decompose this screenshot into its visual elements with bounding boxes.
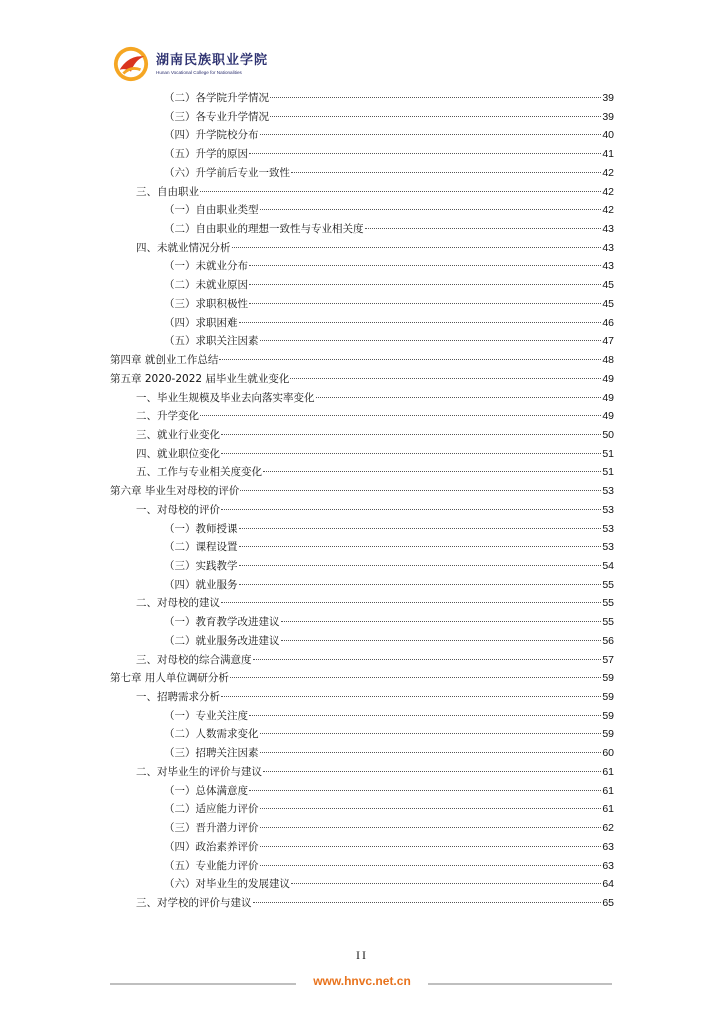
toc-entry[interactable] bbox=[164, 838, 614, 856]
toc-entry[interactable] bbox=[164, 126, 614, 144]
toc-entry-page: 42 bbox=[602, 185, 614, 198]
toc-dot-leader bbox=[249, 264, 601, 266]
toc-entry-title: 一、对母校的评价 bbox=[136, 503, 220, 516]
toc-entry[interactable] bbox=[110, 370, 614, 388]
toc-entry[interactable] bbox=[164, 557, 614, 575]
toc-dot-leader bbox=[221, 452, 601, 454]
toc-entry-page: 51 bbox=[602, 447, 614, 460]
toc-dot-leader bbox=[260, 339, 602, 341]
toc-entry-title: （二）自由职业的理想一致性与专业相关度 bbox=[164, 223, 364, 236]
toc-entry[interactable] bbox=[164, 744, 614, 762]
toc-entry-page: 61 bbox=[602, 784, 614, 797]
toc-dot-leader bbox=[291, 882, 601, 884]
toc-entry[interactable] bbox=[136, 501, 614, 519]
toc-entry-page: 55 bbox=[602, 616, 614, 629]
toc-dot-leader bbox=[240, 489, 601, 491]
toc-entry-page: 43 bbox=[602, 223, 614, 236]
toc-dot-leader bbox=[263, 470, 601, 472]
toc-entry-page: 42 bbox=[602, 166, 614, 179]
toc-dot-leader bbox=[263, 770, 601, 772]
toc-entry-page: 53 bbox=[602, 522, 614, 535]
toc-entry[interactable] bbox=[164, 857, 614, 875]
toc-entry-title: （一）自由职业类型 bbox=[164, 204, 259, 217]
toc-dot-leader bbox=[239, 321, 602, 323]
toc-entry-page: 42 bbox=[602, 204, 614, 217]
toc-entry-title: （四）就业服务 bbox=[164, 578, 238, 591]
toc-entry-title: （三）求职积极性 bbox=[164, 297, 248, 310]
toc-dot-leader bbox=[291, 171, 601, 173]
toc-entry-title: （二）课程设置 bbox=[164, 541, 238, 554]
toc-dot-leader bbox=[253, 901, 602, 903]
toc-entry-title: （三）各专业升学情况 bbox=[164, 110, 269, 123]
toc-entry-title: 三、对学校的评价与建议 bbox=[136, 896, 252, 909]
toc-entry[interactable] bbox=[136, 688, 614, 706]
toc-entry-title: （二）适应能力评价 bbox=[164, 803, 259, 816]
toc-entry[interactable] bbox=[164, 632, 614, 650]
toc-entry-title: 一、招聘需求分析 bbox=[136, 691, 220, 704]
toc-entry[interactable] bbox=[136, 407, 614, 425]
toc-entry-title: 四、就业职位变化 bbox=[136, 447, 220, 460]
toc-dot-leader bbox=[200, 414, 601, 416]
toc-entry-title: （三）晋升潜力评价 bbox=[164, 822, 259, 835]
toc-entry-page: 65 bbox=[602, 896, 614, 909]
toc-dot-leader bbox=[290, 377, 601, 379]
toc-dot-leader bbox=[260, 133, 602, 135]
toc-dot-leader bbox=[219, 358, 601, 360]
toc-entry-page: 49 bbox=[602, 372, 614, 385]
toc-entry[interactable] bbox=[164, 613, 614, 631]
toc-entry[interactable] bbox=[136, 463, 614, 481]
footer-divider-right bbox=[428, 983, 612, 985]
toc-entry-title: （五）升学的原因 bbox=[164, 148, 248, 161]
toc-dot-leader bbox=[365, 227, 602, 229]
toc-entry[interactable] bbox=[110, 351, 614, 369]
toc-entry-page: 40 bbox=[602, 129, 614, 142]
toc-entry-page: 45 bbox=[602, 297, 614, 310]
toc-dot-leader bbox=[249, 714, 601, 716]
toc-entry-title: （一）未就业分布 bbox=[164, 260, 248, 273]
page-number: II bbox=[356, 948, 368, 962]
toc-entry-page: 62 bbox=[602, 822, 614, 835]
toc-dot-leader bbox=[239, 583, 602, 585]
toc-entry-page: 53 bbox=[602, 485, 614, 498]
toc-entry-title: （一）专业关注度 bbox=[164, 709, 248, 722]
toc-entry[interactable] bbox=[164, 257, 614, 275]
toc-entry[interactable] bbox=[164, 314, 614, 332]
toc-entry-title: （一）总体满意度 bbox=[164, 784, 248, 797]
toc-entry-page: 59 bbox=[602, 728, 614, 741]
toc-entry-title: （二）人数需求变化 bbox=[164, 728, 259, 741]
toc-entry-title: （五）专业能力评价 bbox=[164, 859, 259, 872]
toc-dot-leader bbox=[239, 527, 602, 529]
toc-entry-title: 第五章 2020-2022 届毕业生就业变化 bbox=[110, 372, 290, 385]
toc-entry-page: 59 bbox=[602, 672, 614, 685]
toc-entry-page: 51 bbox=[602, 466, 614, 479]
toc-entry[interactable] bbox=[136, 894, 614, 912]
toc-dot-leader bbox=[260, 864, 602, 866]
toc-entry-page: 50 bbox=[602, 428, 614, 441]
toc-entry-title: （三）实践教学 bbox=[164, 560, 238, 572]
toc-entry-page: 45 bbox=[602, 279, 614, 292]
toc-entry-page: 59 bbox=[602, 691, 614, 704]
toc-entry[interactable] bbox=[136, 651, 614, 669]
toc-entry-title: 三、自由职业 bbox=[136, 185, 199, 198]
toc-entry-title: （三）招聘关注因素 bbox=[164, 747, 259, 760]
toc-entry-page: 39 bbox=[602, 92, 614, 104]
toc-entry-page: 63 bbox=[602, 840, 614, 853]
toc-dot-leader bbox=[281, 639, 602, 641]
toc-entry-title: 三、就业行业变化 bbox=[136, 428, 220, 441]
toc-entry-title: 二、对母校的建议 bbox=[136, 597, 220, 610]
toc-entry[interactable] bbox=[164, 276, 614, 294]
toc-entry[interactable] bbox=[164, 332, 614, 350]
toc-entry-title: （一）教育教学改进建议 bbox=[164, 616, 280, 629]
toc-entry-page: 55 bbox=[602, 578, 614, 591]
toc-entry-page: 59 bbox=[602, 709, 614, 722]
toc-entry[interactable] bbox=[110, 669, 614, 687]
toc-entry[interactable] bbox=[164, 782, 614, 800]
toc-entry[interactable] bbox=[164, 800, 614, 818]
toc-entry-page: 64 bbox=[602, 878, 614, 891]
toc-entry[interactable] bbox=[164, 576, 614, 594]
toc-dot-leader bbox=[230, 676, 601, 678]
toc-entry-page: 63 bbox=[602, 859, 614, 872]
toc-entry-page: 47 bbox=[602, 335, 614, 348]
toc-entry-page: 60 bbox=[602, 747, 614, 760]
toc-entry-title: 一、毕业生规模及毕业去向落实率变化 bbox=[136, 391, 315, 404]
toc-entry-title: （一）教师授课 bbox=[164, 522, 238, 535]
toc-entry-page: 46 bbox=[602, 316, 614, 329]
toc-dot-leader bbox=[270, 96, 601, 98]
toc-entry-title: （四）求职困难 bbox=[164, 316, 238, 329]
toc-entry-title: （二）未就业原因 bbox=[164, 279, 248, 292]
toc-entry-page: 53 bbox=[602, 541, 614, 554]
toc-entry-page: 54 bbox=[602, 560, 614, 572]
toc-dot-leader bbox=[260, 826, 602, 828]
toc-entry-page: 39 bbox=[602, 110, 614, 123]
toc-entry-page: 49 bbox=[602, 410, 614, 423]
toc-dot-leader bbox=[260, 208, 602, 210]
toc-entry-title: （二）就业服务改进建议 bbox=[164, 634, 280, 647]
toc-entry[interactable] bbox=[110, 482, 614, 500]
toc-entry-page: 55 bbox=[602, 597, 614, 610]
toc-dot-leader bbox=[260, 807, 602, 809]
toc-entry[interactable] bbox=[136, 426, 614, 444]
toc-entry-page: 49 bbox=[602, 391, 614, 404]
toc-dot-leader bbox=[232, 246, 602, 248]
toc-entry-title: （五）求职关注因素 bbox=[164, 335, 259, 348]
toc-entry-page: 56 bbox=[602, 634, 614, 647]
toc-dot-leader bbox=[221, 433, 601, 435]
toc-dot-leader bbox=[281, 620, 602, 622]
toc-entry[interactable] bbox=[164, 164, 614, 182]
toc-entry-title: 三、对母校的综合满意度 bbox=[136, 653, 252, 666]
toc-dot-leader bbox=[200, 190, 601, 192]
toc-entry[interactable] bbox=[164, 220, 614, 238]
toc-entry-title: 五、工作与专业相关度变化 bbox=[136, 466, 262, 479]
toc-entry-page: 53 bbox=[602, 503, 614, 516]
toc-entry-page: 43 bbox=[602, 241, 614, 254]
toc-entry[interactable] bbox=[164, 295, 614, 313]
toc-dot-leader bbox=[239, 545, 602, 547]
school-name: 湖南民族职业学院 bbox=[156, 52, 269, 68]
toc-dot-leader bbox=[249, 789, 601, 791]
toc-entry-page: 43 bbox=[602, 260, 614, 273]
toc-dot-leader bbox=[253, 658, 602, 660]
toc-dot-leader bbox=[221, 601, 601, 603]
toc-entry[interactable] bbox=[164, 875, 614, 893]
toc-entry[interactable] bbox=[136, 763, 614, 781]
toc-entry[interactable] bbox=[136, 445, 614, 463]
toc-entry[interactable] bbox=[164, 538, 614, 556]
toc-dot-leader bbox=[221, 508, 601, 510]
toc-entry[interactable] bbox=[164, 725, 614, 743]
college-emblem-icon bbox=[112, 45, 150, 83]
footer-divider-left bbox=[110, 983, 296, 985]
toc-entry[interactable] bbox=[164, 819, 614, 837]
toc-entry-title: （六）升学前后专业一致性 bbox=[164, 166, 290, 179]
toc-entry[interactable] bbox=[136, 594, 614, 612]
toc-entry-page: 61 bbox=[602, 765, 614, 778]
toc-dot-leader bbox=[316, 396, 602, 398]
toc-entry-title: 四、未就业情况分析 bbox=[136, 241, 231, 254]
toc-dot-leader bbox=[249, 302, 601, 304]
toc-dot-leader bbox=[270, 115, 601, 117]
toc-entry[interactable] bbox=[164, 108, 614, 126]
toc-entry-title: 二、升学变化 bbox=[136, 410, 199, 423]
toc-dot-leader bbox=[221, 695, 601, 697]
toc-entry[interactable] bbox=[164, 520, 614, 538]
toc-entry[interactable] bbox=[164, 145, 614, 163]
toc-entry-title: 二、对毕业生的评价与建议 bbox=[136, 765, 262, 778]
toc-entry-title: （六）对毕业生的发展建议 bbox=[164, 878, 290, 891]
footer-url[interactable]: www.hnvc.net.cn bbox=[313, 974, 411, 988]
toc-dot-leader bbox=[260, 751, 602, 753]
toc-dot-leader bbox=[260, 732, 602, 734]
toc-entry-title: （二）各学院升学情况 bbox=[164, 92, 269, 104]
toc-entry-title: 第六章 毕业生对母校的评价 bbox=[110, 485, 240, 498]
toc-entry[interactable] bbox=[164, 707, 614, 725]
toc-entry[interactable] bbox=[136, 183, 614, 201]
toc-entry[interactable] bbox=[136, 239, 614, 257]
toc-dot-leader bbox=[249, 283, 601, 285]
toc-entry-page: 48 bbox=[602, 354, 614, 367]
toc-entry-page: 41 bbox=[602, 148, 614, 161]
toc-entry-title: （四）政治素养评价 bbox=[164, 840, 259, 853]
toc-entry-title: 第七章 用人单位调研分析 bbox=[110, 672, 229, 685]
school-name-english: Hunan Vocational College for Nationalities bbox=[156, 69, 242, 75]
toc-dot-leader bbox=[249, 152, 601, 154]
toc-entry-title: 第四章 就创业工作总结 bbox=[110, 354, 219, 367]
toc-entry[interactable] bbox=[164, 89, 614, 107]
toc-entry-page: 57 bbox=[602, 653, 614, 666]
toc-entry-title: （四）升学院校分布 bbox=[164, 129, 259, 142]
toc-dot-leader bbox=[239, 564, 602, 566]
toc-entry-page: 61 bbox=[602, 803, 614, 816]
header-logo bbox=[112, 44, 292, 84]
toc-entry[interactable] bbox=[164, 201, 614, 219]
toc-entry[interactable] bbox=[136, 389, 614, 407]
toc-dot-leader bbox=[260, 845, 602, 847]
